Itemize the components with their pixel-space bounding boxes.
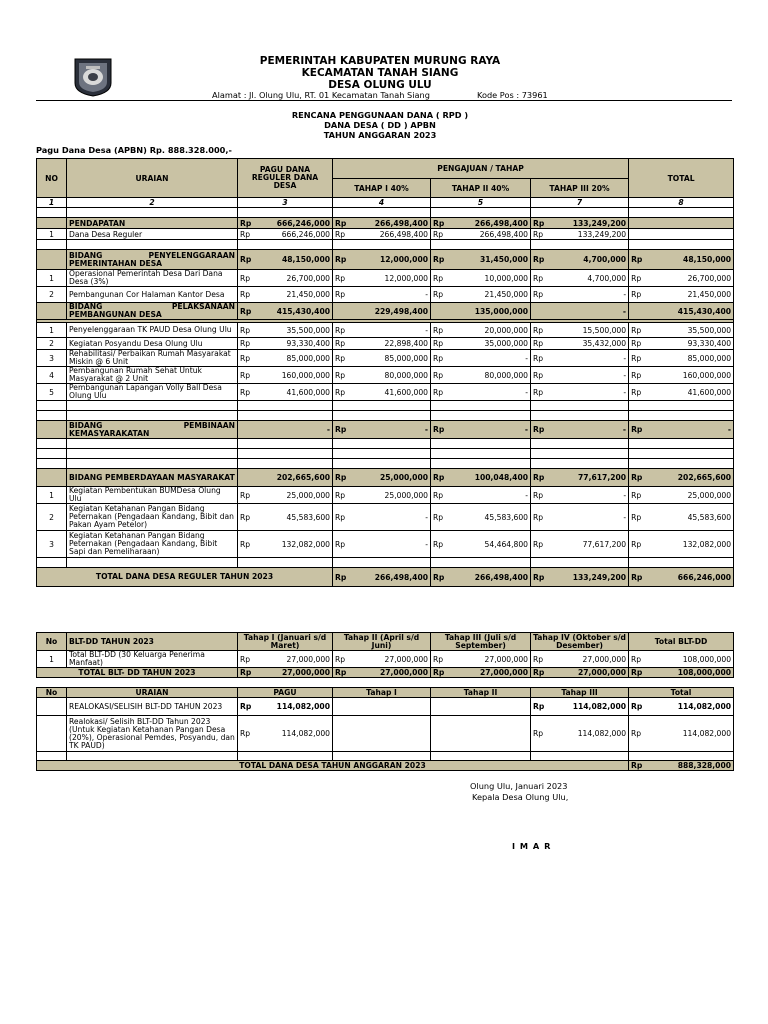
- pagu-label: Pagu Dana Desa (APBN) Rp. 888.328.000,-: [36, 145, 232, 155]
- table-row: BIDANG PEMBINAAN KEMASYARAKATAN - Rp - Rp - Rp - Rp -: [37, 421, 734, 439]
- signature-name: I M A R: [512, 841, 552, 851]
- table-total-row: TOTAL DANA DESA REGULER TAHUN 2023 Rp 266,498,400 Rp 266,498,400 Rp 133,249,200 Rp 666,246,000: [37, 568, 734, 587]
- col-num: 3: [238, 198, 333, 208]
- table-row: 1 Penyelenggaraan TK PAUD Desa Olung Ulu Rp 35,500,000 Rp - Rp 20,000,000 Rp 15,500,000 Rp 35,500,000: [37, 323, 734, 338]
- header-address: Alamat : Jl. Olung Ulu, RT. 01 Kecamatan Tanah Siang: [212, 90, 430, 100]
- table-row: BIDANG PENYELENGGARAAN PEMERINTAHAN DESA Rp 48,150,000 Rp 12,000,000 Rp 31,450,000 Rp 4,700,000 Rp 48,150,000: [37, 250, 734, 270]
- table-row: 4 Pembangunan Rumah Sehat Untuk Masyarakat @ 2 Unit Rp 160,000,000 Rp 80,000,000 Rp 80,000,000 Rp - Rp 160,000,000: [37, 367, 734, 384]
- col-num: 7: [531, 198, 629, 208]
- col-num: 4: [333, 198, 431, 208]
- col-tahap-3: TAHAP III 20%: [531, 179, 629, 198]
- table-row: 1 Operasional Pemerintah Desa Dari Dana Desa (3%) Rp 26,700,000 Rp 12,000,000 Rp 10,000,000 Rp 4,700,000 Rp 26,700,000: [37, 270, 734, 287]
- header-district: KECAMATAN TANAH SIANG: [301, 67, 459, 79]
- signature-role: Kepala Desa Olung Ulu,: [472, 792, 569, 802]
- regency-emblem-logo: [72, 57, 114, 97]
- col-pengajuan: PENGAJUAN / TAHAP: [333, 159, 629, 179]
- col-uraian: URAIAN: [67, 159, 238, 198]
- table-row: 1 Total BLT-DD (30 Keluarga Penerima Manfaat) Rp 27,000,000 Rp 27,000,000 Rp 27,000,000 Rp 27,000,000 Rp 108,000,000: [37, 651, 734, 668]
- table-row: 3 Kegiatan Ketahanan Pangan Bidang Peternakan (Pengadaan Kandang, Bibit Sapi dan Pemeliharaan) Rp 132,082,000 Rp - Rp 54,464,800 Rp 77,617,200 Rp 132,082,000: [37, 531, 734, 558]
- table-row: PENDAPATAN Rp 666,246,000 Rp 266,498,400 Rp 266,498,400 Rp 133,249,200: [37, 218, 734, 229]
- table-row: REALOKASI/SELISIH BLT-DD TAHUN 2023 Rp 114,082,000 Rp 114,082,000 Rp 114,082,000: [37, 698, 734, 716]
- realokasi-table: No URAIAN PAGU Tahap I Tahap II Tahap III Total REALOKASI/SELISIH BLT-DD TAHUN 2023 Rp 114,082,000 Rp 114,082,000 Rp 114,082,000 Realokasi/ Selisih BLT-DD Tahun 2023 (Untuk Kegiatan Ketahanan Pangan Desa (20%), Operasional Pemdes, Posyandu, dan TK PAUD) Rp 114,082,000 Rp 114,082,000 Rp 114,082,000 TOTAL DANA DESA TAHUN ANGGARAN 2023 Rp 888,328,000: [36, 687, 734, 771]
- col-no: NO: [37, 159, 67, 198]
- col-num: 1: [37, 198, 67, 208]
- table-row: 3 Rehabilitasi/ Perbaikan Rumah Masyarakat Miskin @ 6 Unit Rp 85,000,000 Rp 85,000,000 Rp - Rp - Rp 85,000,000: [37, 350, 734, 367]
- col-num: 8: [629, 198, 734, 208]
- grand-total-row: TOTAL DANA DESA TAHUN ANGGARAN 2023 Rp 888,328,000: [37, 761, 734, 771]
- table-row: 2 Kegiatan Posyandu Desa Olung Ulu Rp 93,330,400 Rp 22,898,400 Rp 35,000,000 Rp 35,432,000 Rp 93,330,400: [37, 338, 734, 350]
- col-tahap-2: TAHAP II 40%: [431, 179, 531, 198]
- header-divider: [36, 100, 732, 101]
- table-row: BIDANG PEMBERDAYAAN MASYARAKAT 202,665,600 Rp 25,000,000 Rp 100,048,400 Rp 77,617,200 Rp 202,665,600: [37, 469, 734, 487]
- col-tahap-1: TAHAP I 40%: [333, 179, 431, 198]
- table-row: BIDANG PELAKSANAAN PEMBANGUNAN DESA Rp 415,430,400 229,498,400 135,000,000 - 415,430,400: [37, 303, 734, 320]
- header-postcode: Kode Pos : 73961: [477, 90, 548, 100]
- header-village: DESA OLUNG ULU: [328, 79, 432, 91]
- table-row: Realokasi/ Selisih BLT-DD Tahun 2023 (Untuk Kegiatan Ketahanan Pangan Desa (20%), Operasional Pemdes, Posyandu, dan TK PAUD) Rp 114,082,000 Rp 114,082,000 Rp 114,082,000: [37, 716, 734, 752]
- signature-place-date: Olung Ulu, Januari 2023: [470, 781, 568, 791]
- col-num: 5: [431, 198, 531, 208]
- rpd-table: [36, 158, 734, 587]
- row-label: PENDAPATAN: [67, 218, 238, 229]
- col-total: TOTAL: [629, 159, 734, 198]
- blt-dd-table: No BLT-DD TAHUN 2023 Tahap I (Januari s/d Maret) Tahap II (April s/d Juni) Tahap III (Juli s/d September) Tahap IV (Oktober s/d Desember) Total BLT-DD 1 Total BLT-DD (30 Keluarga Penerima Manfaat) Rp 27,000,000 Rp 27,000,000 Rp 27,000,000 Rp 27,000,000 Rp 108,000,000 TOTAL BLT- DD TAHUN 2023 Rp 27,000,000 Rp 27,000,000 Rp 27,000,000 Rp 27,000,000 Rp 108,000,000: [36, 632, 734, 678]
- table-row: 1 Kegiatan Pembentukan BUMDesa Olung Ulu Rp 25,000,000 Rp 25,000,000 Rp - Rp - Rp 25,000,000: [37, 487, 734, 504]
- doc-year: TAHUN ANGGARAN 2023: [323, 130, 437, 140]
- doc-subtitle: DANA DESA ( DD ) APBN: [324, 120, 436, 130]
- header-government: PEMERINTAH KABUPATEN MURUNG RAYA: [259, 55, 501, 67]
- table-total-row: TOTAL BLT- DD TAHUN 2023 Rp 27,000,000 Rp 27,000,000 Rp 27,000,000 Rp 27,000,000 Rp 108,000,000: [37, 668, 734, 678]
- doc-title: RENCANA PENGGUNAAN DANA ( RPD ): [291, 110, 469, 120]
- col-pagu: PAGU DANA REGULER DANA DESA: [238, 159, 333, 198]
- table-row: 5 Pembangunan Lapangan Volly Ball Desa Olung Ulu Rp 41,600,000 Rp 41,600,000 Rp - Rp - Rp 41,600,000: [37, 384, 734, 401]
- table-row: 1 Dana Desa Reguler Rp 666,246,000 Rp 266,498,400 Rp 266,498,400 Rp 133,249,200: [37, 229, 734, 240]
- table-row: 2 Kegiatan Ketahanan Pangan Bidang Peternakan (Pengadaan Kandang, Bibit dan Pakan Ayam Petelor) Rp 45,583,600 Rp - Rp 45,583,600 Rp - Rp 45,583,600: [37, 504, 734, 531]
- table-row: 2 Pembangunan Cor Halaman Kantor Desa Rp 21,450,000 Rp - Rp 21,450,000 Rp - Rp 21,450,000: [37, 287, 734, 303]
- col-num: 2: [67, 198, 238, 208]
